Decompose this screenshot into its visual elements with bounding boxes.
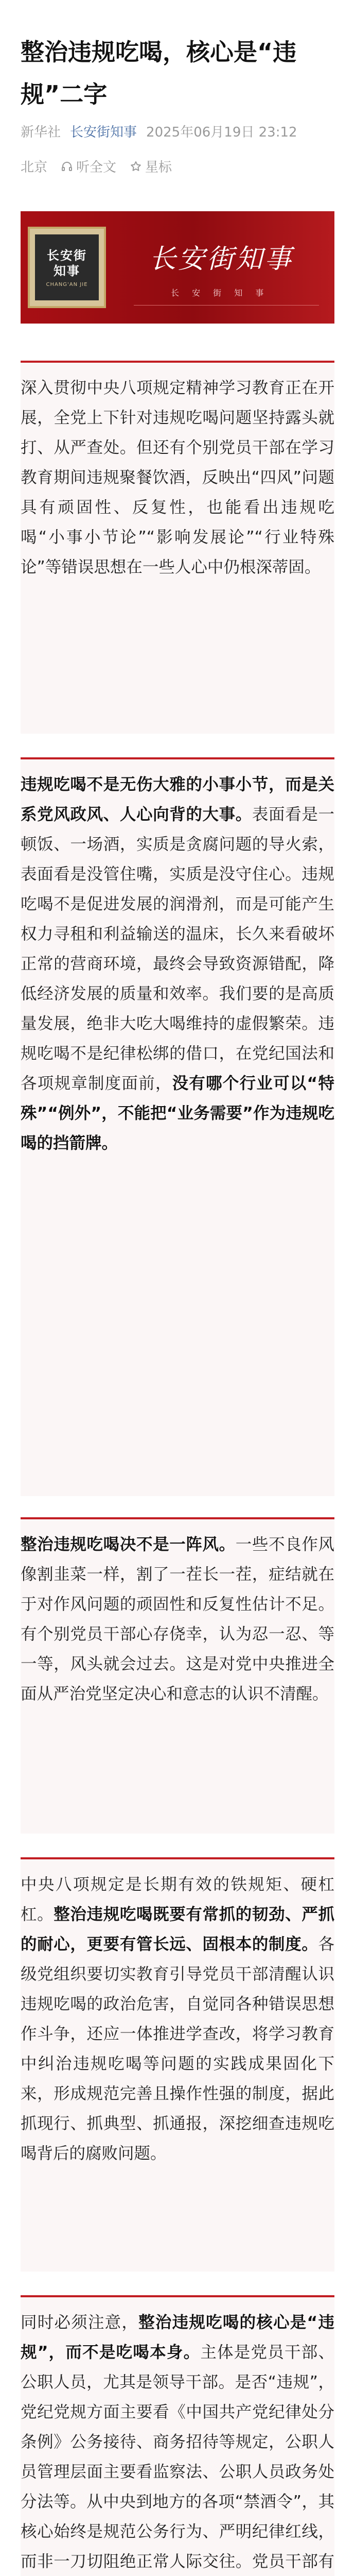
article-paragraph-4 <box>21 1870 334 2168</box>
article-paragraph-2 <box>21 770 334 1158</box>
publish-datetime: 2025年06月19日 23:12 <box>146 125 297 140</box>
bold-text-segment: 整治违规吃喝的核心是“违规”，而不是吃喝本身。 <box>21 2313 334 2362</box>
text-segment: 主体是党员干部、公职人员，尤其是领导干部。是否“违规”，党纪党规方面主要看《中国共产党纪律处分条例》公务接待、商务招待等规定，公职人员管理层面主要看监察法、公职人员政务处分法等。从中央到地方的各项“禁酒令”，其核心始终是规范公务行为、严明纪律红线，而非一刀切阻绝正常人际交往。党员干部有 <box>21 2343 334 2571</box>
header-banner <box>21 211 334 324</box>
bold-text-segment: 整治违规吃喝决不是一阵风。 <box>21 1535 236 1554</box>
star-button[interactable] <box>130 157 172 176</box>
listen-button[interactable] <box>61 157 116 176</box>
text-segment: 中央八项规定是长期有效的铁规矩、硬杠杠。 <box>21 1875 334 1924</box>
text-segment: 各级党组织要切实教育引导党员干部清醒认识违规吃喝的政治危害，自觉同各种错误思想作斗争，还应一体推进学查改，将学习教育中纠治违规吃喝等问题的实践成果固化下来，形成规范完善且操作性强的制度，据此抓现行、抓典型、抓通报，深挖细查违规吃喝背后的腐败问题。 <box>21 1935 334 2163</box>
bold-text-segment: 整治违规吃喝既要有常抓的韧劲、严抓的耐心，更要有管长远、固根本的制度。 <box>21 1905 334 1954</box>
text-segment: 深入贯彻中央八项规定精神学习教育正在开展，全党上下针对违规吃喝问题坚持露头就打、从严查处。但还有个别党员干部在学习教育期间违规聚餐饮酒，反映出“四风”问题具有顽固性、反复性，也能看出违规吃喝“小事小节论”“影响发展论”“行业特殊论”等错误思想在一些人心中仍根深蒂固。 <box>21 379 334 577</box>
article-paragraph-1 <box>21 373 334 582</box>
banner-subtitle: 长 安 街 知 事 <box>171 288 269 298</box>
logo-text: 长安街知事 <box>47 247 87 278</box>
bold-text-segment: 没有哪个行业可以“特殊”“例外”，不能把“业务需要”作为违规吃喝的挡箭牌。 <box>21 1074 334 1153</box>
star-label: 星标 <box>145 160 172 175</box>
star-icon <box>130 160 142 173</box>
bold-text-segment: 违规吃喝不是无伤大雅的小事小节，而是关系党风政风、人心向背的大事。 <box>21 775 334 824</box>
text-segment: 一些不良作风像割韭菜一样，割了一茬长一茬，症结就在于对作风问题的顽固性和反复性估计不足。有个别党员干部心存侥幸，认为忍一忍、等一等，风头就会过去。这是对党中央推进全面从严治党坚定决心和意志的认识不清醒。 <box>21 1535 334 1703</box>
banner-divider <box>134 305 319 306</box>
article-actions <box>21 157 172 176</box>
brand-logo <box>28 227 106 308</box>
article-paragraph-5 <box>21 2308 334 2576</box>
text-segment: 表面看是一顿饭、一场酒，实质是贪腐问题的导火索，表面看是没管住嘴，实质是没守住心。违规吃喝不是促进发展的润滑剂，而是可能产生权力寻租和利益输送的温床，长久来看破坏正常的营商环境，最终会导致资源错配，降低经济发展的质量和效率。我们要的是高质量发展，绝非大吃大喝维持的虚假繁荣。违规吃喝不是纪律松绑的借口，在党纪国法和各项规章制度面前， <box>21 805 334 1093</box>
text-segment: 同时必须注意， <box>21 2313 139 2332</box>
article-paragraph-3 <box>21 1530 334 1709</box>
article-meta <box>21 122 297 141</box>
headphone-icon <box>61 160 73 173</box>
publish-location: 北京 <box>21 160 48 175</box>
banner-title: 长安街知事 <box>149 244 294 275</box>
account-name-link[interactable]: 长安街知事 <box>70 125 137 140</box>
listen-label: 听全文 <box>76 160 117 175</box>
source-name: 新华社 <box>21 125 61 140</box>
article-title: 整治违规吃喝，核心是“违规”二字 <box>21 38 297 108</box>
logo-subtext: CHANG'AN JIE <box>46 281 88 287</box>
